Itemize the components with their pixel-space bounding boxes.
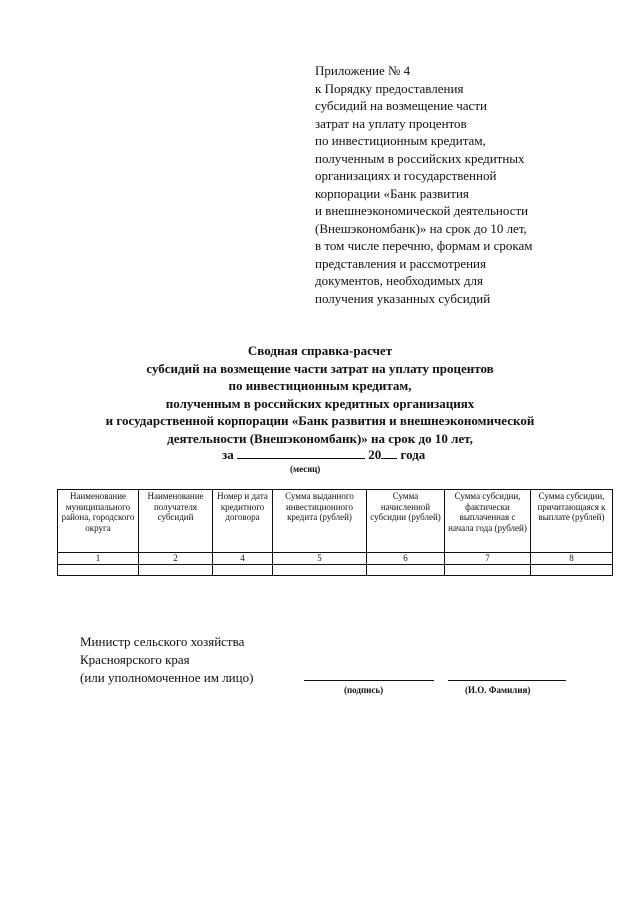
period-line	[222, 446, 425, 463]
document-title	[40, 342, 600, 447]
column-number: 8	[531, 553, 613, 565]
appendix-line: организациях и государственной	[315, 168, 497, 183]
title-line: и государственной корпорации «Банк развития и внешнеэкономической	[105, 413, 535, 428]
header-cell: Сумма выданного инвестиционного кредита (рублей)	[273, 490, 367, 553]
appendix-line: получения указанных субсидий	[315, 290, 491, 306]
signature-line[interactable]	[304, 680, 434, 681]
table-cell[interactable]	[531, 564, 613, 575]
table-row	[58, 564, 613, 575]
signature-caption: (подпись)	[344, 685, 384, 695]
appendix-line: по инвестиционным кредитам,	[315, 133, 486, 148]
signatory-line: Красноярского края	[80, 652, 190, 667]
appendix-line: представления и рассмотрения	[315, 255, 486, 271]
appendix-line: Приложение № 4	[315, 63, 411, 78]
signatory-line: (или уполномоченное им лицо)	[80, 670, 254, 685]
column-number: 1	[58, 553, 139, 565]
appendix-line: корпорации «Банк развития	[315, 185, 469, 201]
column-number: 5	[273, 553, 367, 565]
table-cell[interactable]	[445, 564, 531, 575]
table-cell[interactable]	[213, 564, 273, 575]
header-cell: Сумма субсидии, фактически выплаченная с начала года (рублей)	[445, 490, 531, 553]
table-number-row	[58, 553, 613, 565]
appendix-line: субсидий на возмещение части	[315, 98, 487, 113]
table-header-row	[58, 490, 613, 553]
calculation-table	[57, 489, 613, 576]
table-cell[interactable]	[273, 564, 367, 575]
title-line: Сводная справка-расчет	[247, 343, 393, 358]
name-line[interactable]	[448, 680, 566, 681]
header-cell: Номер и дата кредитного договора	[213, 490, 273, 553]
column-number: 7	[445, 553, 531, 565]
column-number: 2	[139, 553, 213, 565]
header-cell: Сумма начисленной субсидии (рублей)	[367, 490, 445, 553]
month-caption: (месяц)	[290, 464, 321, 474]
appendix-line: документов, необходимых для	[315, 273, 484, 288]
title-line: по инвестиционным кредитам,	[228, 378, 412, 393]
appendix-header	[315, 62, 615, 307]
month-blank-field[interactable]	[237, 446, 365, 459]
table-cell[interactable]	[367, 564, 445, 575]
period-prefix: за	[222, 447, 234, 462]
column-number: 6	[367, 553, 445, 565]
column-number: 4	[213, 553, 273, 565]
period-year-prefix: 20	[368, 447, 382, 462]
table-cell[interactable]	[58, 564, 139, 575]
appendix-line: и внешнеэкономической деятельности	[315, 203, 529, 218]
title-line: полученным в российских кредитных организациях	[165, 395, 475, 411]
appendix-line: в том числе перечню, формам и срокам	[315, 238, 533, 253]
period-suffix: года	[400, 447, 426, 462]
appendix-line: полученным в российских кредитных	[315, 150, 525, 166]
name-caption: (И.О. Фамилия)	[465, 685, 531, 695]
signatory-line: Министр сельского хозяйства	[80, 634, 245, 649]
header-cell: Наименование получателя субсидий	[139, 490, 213, 553]
appendix-line: к Порядку предоставления	[315, 80, 464, 96]
header-cell: Наименование муниципального района, городского округа	[58, 490, 139, 553]
appendix-line: (Внешэкономбанк)» на срок до 10 лет,	[315, 220, 527, 236]
title-line: субсидий на возмещение части затрат на уплату процентов	[146, 360, 494, 376]
title-line: деятельности (Внешэкономбанк)» на срок до 10 лет,	[167, 430, 473, 446]
header-cell: Сумма субсидии, причитающаяся к выплате (рублей)	[531, 490, 613, 553]
signatory-block	[80, 633, 253, 687]
appendix-line: затрат на уплату процентов	[315, 115, 467, 131]
year-blank-field[interactable]	[381, 446, 397, 459]
table-cell[interactable]	[139, 564, 213, 575]
